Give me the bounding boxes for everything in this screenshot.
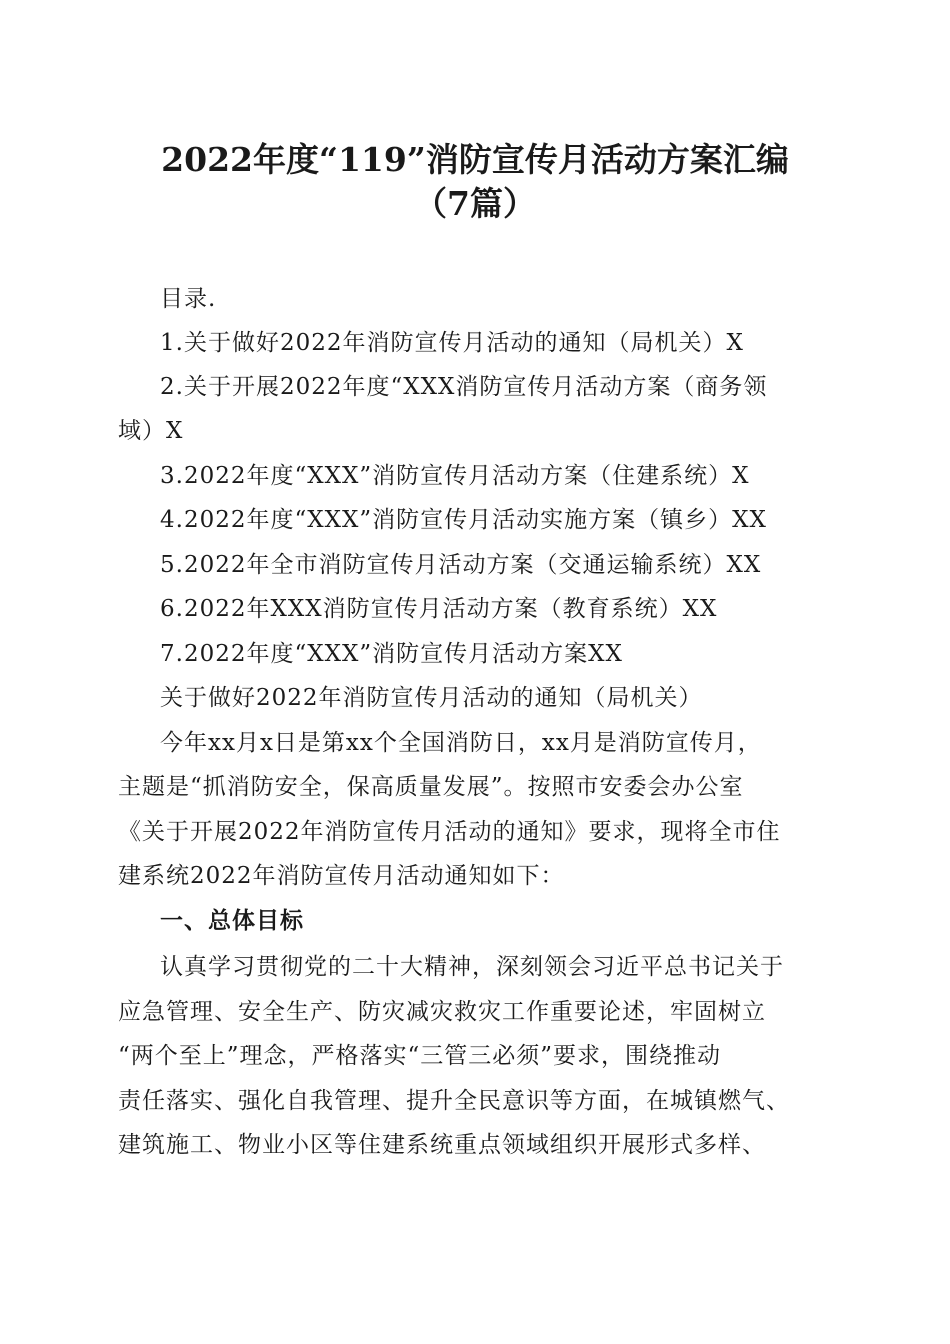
intro-paragraph-line: 主题是“抓消防安全，保高质量发展”。按照市安委会办公室 — [118, 774, 744, 800]
intro-paragraph-line: 建系统2022年消防宣传月活动通知如下： — [118, 863, 565, 889]
toc-item-continuation: 域）X — [118, 418, 184, 444]
document-title-line1: 2022年度“119”消防宣传月活动方案汇编 — [161, 140, 789, 179]
body-paragraph-line: 责任落实、强化自我管理、提升全民意识等方面，在城镇燃气、 — [118, 1088, 790, 1114]
toc-item: 3.2022年度“XXX”消防宣传月活动方案（住建系统）X — [160, 463, 750, 489]
body-paragraph-line: “两个至上”理念，严格落实“三管三必须”要求，围绕推动 — [118, 1043, 722, 1069]
intro-paragraph-line: 今年xx月x日是第xx个全国消防日，xx月是消防宣传月， — [160, 730, 762, 756]
section-title: 关于做好2022年消防宣传月活动的通知（局机关） — [160, 685, 703, 711]
document-title-line2: （7篇） — [414, 184, 536, 223]
toc-item: 6.2022年XXX消防宣传月活动方案（教育系统）XX — [160, 596, 718, 622]
toc-item: 7.2022年度“XXX”消防宣传月活动方案XX — [160, 641, 623, 667]
toc-item: 2.关于开展2022年度“XXX消防宣传月活动方案（商务领 — [160, 374, 768, 400]
body-paragraph-line: 建筑施工、物业小区等住建系统重点领域组织开展形式多样、 — [118, 1132, 766, 1158]
toc-item: 5.2022年全市消防宣传月活动方案（交通运输系统）XX — [160, 552, 762, 578]
heading-overall-goal: 一、总体目标 — [160, 908, 304, 934]
intro-paragraph-line: 《关于开展2022年消防宣传月活动的通知》要求，现将全市住 — [118, 819, 781, 845]
toc-item: 4.2022年度“XXX”消防宣传月活动实施方案（镇乡）XX — [160, 507, 767, 533]
body-paragraph-line: 应急管理、安全生产、防灾减灾救灾工作重要论述，牢固树立 — [118, 999, 766, 1025]
toc-heading: 目录. — [160, 286, 217, 312]
toc-item: 1.关于做好2022年消防宣传月活动的通知（局机关）X — [160, 330, 744, 356]
body-paragraph-line: 认真学习贯彻党的二十大精神，深刻领会习近平总书记关于 — [160, 954, 784, 980]
